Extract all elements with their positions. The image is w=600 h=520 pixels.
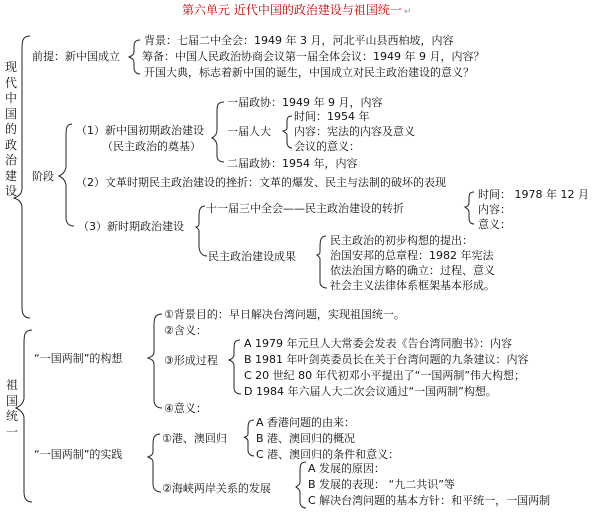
hk-item: C 港、澳回归的条件和意义： <box>256 448 400 461</box>
results-label: 民主政治建设成果 <box>208 250 296 263</box>
concept-item: ④意义： <box>164 402 207 415</box>
brace-practice <box>148 434 161 492</box>
brace-results <box>317 236 327 288</box>
page-title-text: 第六单元 近代中国的政治建设与祖国统一 <box>182 3 402 17</box>
process-item: C 20 世纪 80 年代初邓小平提出了“一国两制”伟大构想； <box>244 369 526 382</box>
renda-item: 时间：1954 年 <box>294 110 370 123</box>
return-mark: ↵ <box>403 7 412 17</box>
process-item: A 1979 年元旦人大常委会发表《告台湾同胞书》：内容 <box>244 337 513 350</box>
results-item: 治国安邦的总章程：1982 年宪法 <box>330 249 494 262</box>
page-title <box>182 3 411 19</box>
turn-item: 内容： <box>478 203 511 216</box>
tw-item: B 发展的表现： “九二共识”等 <box>308 478 455 491</box>
process-item: B 1981 年叶剑英委员长在关于台湾问题的九条建议：内容 <box>244 353 529 366</box>
brace-stage1 <box>212 102 224 162</box>
premise-item: 筹备：中国人民政治协商会议第一届全体会议：1949 年 9 月，内容？ <box>142 50 485 63</box>
results-item: 民主政治的初步构想的提出： <box>330 234 473 247</box>
concept-item: ②含义： <box>164 324 207 337</box>
results-item: 社会主义法律体系框架基本形成。 <box>330 279 495 292</box>
premise-item: 开国大典，标志着新中国的诞生，中国成立对民主政治建设的意义？ <box>144 66 474 79</box>
brace-tw <box>296 462 306 508</box>
concept-item: ③形成过程 <box>164 354 218 367</box>
brace-turn <box>465 192 474 224</box>
concept-item: ①背景目的：早日解决台湾问题，实现祖国统一。 <box>164 308 405 321</box>
turn-label: 十一届三中全会——民主政治建设的转折 <box>206 202 404 215</box>
brace-concept <box>148 314 162 408</box>
hk-item: B 港、澳回归的概况 <box>256 432 356 445</box>
concept-label: “一国两制”的构想 <box>34 352 123 365</box>
stage3-label: （3）新时期政治建设 <box>78 220 184 233</box>
brace-process <box>229 340 241 394</box>
brace-hk <box>244 420 254 456</box>
zhengxie-1: 一届政协：1949 年 9 月，内容 <box>227 96 383 109</box>
tw-label: ②海峡两岸关系的发展 <box>162 482 271 495</box>
stage1-label: （1）新中国初期政治建设 <box>76 124 204 137</box>
results-item: 依法治国方略的确立：过程、意义 <box>330 264 495 277</box>
premise-label: 前提：新中国成立 <box>32 50 120 63</box>
process-item: D 1984 年六届人大二次会议通过“一国两制”构想。 <box>244 385 497 398</box>
brace-renda <box>283 116 292 148</box>
renda-item: 会议的意义： <box>294 140 360 153</box>
hk-label: ①港、澳回归 <box>162 432 227 445</box>
stage2-label: （2）文革时期民主政治建设的挫折：文革的爆发、民主与法制的破坏的表现 <box>76 176 446 189</box>
turn-item: 时间： 1978 年 12 月 <box>478 188 589 201</box>
practice-label: “一国两制”的实践 <box>34 448 123 461</box>
brace-premise <box>129 40 140 74</box>
renda-label: 一届人大 <box>227 125 271 138</box>
tw-item: C 解决台湾问题的基本方针：和平统一，一国两制 <box>308 494 551 507</box>
renda-item: 内容：宪法的内容及意义 <box>294 125 415 138</box>
hk-item: A 香港问题的由来： <box>256 416 356 429</box>
stage-label: 阶段 <box>32 170 54 183</box>
premise-item: 背景：七届二中全会：1949 年 3 月，河北平山县西柏坡，内容 <box>144 34 454 47</box>
stage1-sublabel: （民主政治的奠基） <box>102 140 201 153</box>
section1-vertical-label: 现代中国的政治建设 <box>4 60 17 198</box>
brace-stage <box>59 124 74 226</box>
zhengxie-2: 二届政协：1954 年，内容 <box>227 157 358 170</box>
tw-item: A 发展的原因： <box>308 462 386 475</box>
section2-vertical-label: 祖国统一 <box>5 378 18 439</box>
turn-item: 意义： <box>478 218 511 231</box>
